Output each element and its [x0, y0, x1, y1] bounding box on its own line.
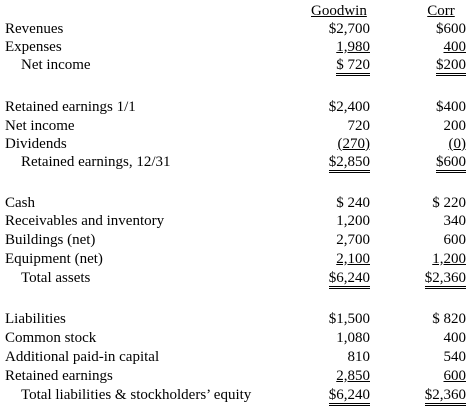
corr-value: $200: [436, 58, 466, 76]
retained-row: [0, 153, 473, 171]
goodwin-value: $1,500: [328, 311, 370, 327]
row-label: Common stock: [5, 330, 97, 346]
row-label: Revenues: [5, 21, 64, 37]
corr-value: 400: [443, 330, 466, 346]
corr-value: 1,200: [432, 251, 466, 267]
corr-value: $600: [436, 21, 466, 37]
goodwin-value: $6,240: [329, 271, 370, 289]
row-label: Receivables and inventory: [5, 213, 165, 229]
retained-row: [0, 135, 473, 153]
liability-row: [0, 329, 473, 347]
goodwin-value: 1,080: [336, 330, 370, 346]
income-row: [0, 38, 473, 56]
retained-row: [0, 98, 473, 116]
asset-row: [0, 269, 473, 287]
goodwin-value: $6,240: [329, 388, 370, 406]
retained-row: [0, 117, 473, 135]
row-label: Retained earnings 1/1: [5, 99, 136, 115]
asset-row: [0, 212, 473, 230]
asset-row: [0, 194, 473, 212]
row-label: Net income: [5, 118, 75, 134]
column-header-row: [0, 2, 473, 20]
goodwin-value: 2,700: [336, 232, 370, 248]
goodwin-value: (270): [337, 136, 370, 152]
corr-value: (0): [448, 136, 466, 152]
income-row: [0, 20, 473, 38]
row-label: Total assets: [21, 270, 91, 286]
corr-value: $2,360: [425, 388, 466, 406]
goodwin-value: 720: [347, 118, 370, 134]
liability-row: [0, 310, 473, 328]
liability-row: [0, 348, 473, 366]
goodwin-value: $2,850: [329, 155, 370, 173]
row-label: Net income: [21, 57, 91, 73]
row-label: Total liabilities & stockholders’ equity: [21, 387, 252, 403]
goodwin-value: 1,980: [336, 39, 370, 55]
corr-value: 600: [443, 368, 466, 384]
row-label: Additional paid-in capital: [5, 349, 160, 365]
goodwin-value: 2,850: [336, 368, 370, 384]
corr-value: 400: [443, 39, 466, 55]
corr-value: $ 220: [432, 195, 466, 211]
asset-row: [0, 250, 473, 268]
goodwin-value: 2,100: [336, 251, 370, 267]
corr-value: $ 820: [432, 311, 466, 327]
asset-row: [0, 231, 473, 249]
corr-value: $600: [436, 155, 466, 173]
corr-value: 540: [443, 349, 466, 365]
liability-row: [0, 386, 473, 404]
row-label: Liabilities: [5, 311, 66, 327]
row-label: Cash: [5, 195, 35, 211]
goodwin-value: $ 720: [336, 58, 370, 76]
goodwin-value: $2,700: [328, 21, 370, 37]
goodwin-header: Goodwin: [311, 3, 367, 19]
goodwin-value: $ 240: [336, 195, 370, 211]
row-label: Retained earnings, 12/31: [21, 154, 171, 170]
row-label: Retained earnings: [5, 368, 113, 384]
corr-value: 600: [443, 232, 466, 248]
row-label: Buildings (net): [5, 232, 96, 248]
corr-value: 200: [443, 118, 466, 134]
corr-header: Corr: [427, 3, 455, 19]
goodwin-value: 1,200: [336, 213, 370, 229]
income-row: [0, 56, 473, 74]
corr-value: 340: [443, 213, 466, 229]
row-label: Equipment (net): [5, 251, 103, 267]
corr-value: $2,360: [425, 271, 466, 289]
goodwin-value: 810: [347, 349, 370, 365]
row-label: Dividends: [5, 136, 67, 152]
corr-value: $400: [436, 99, 466, 115]
liability-row: [0, 367, 473, 385]
goodwin-value: $2,400: [328, 99, 370, 115]
row-label: Expenses: [5, 39, 62, 55]
